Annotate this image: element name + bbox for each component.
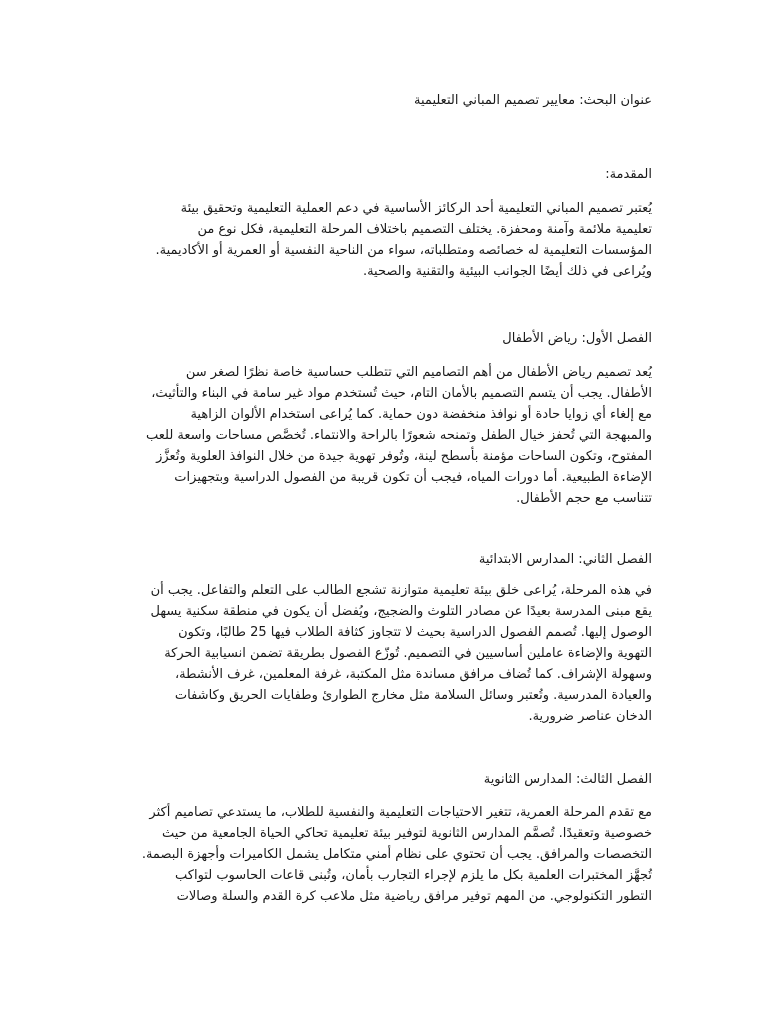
paragraph-line: يُعد تصميم رياض الأطفال من أهم التصاميم التي تتطلب حساسية خاصة نظرًا لصغر سن [185, 365, 652, 380]
section-heading-kindergarten: الفصل الأول: رياض الأطفال [502, 331, 652, 346]
section-heading-primary-schools: الفصل الثاني: المدارس الابتدائية [478, 552, 652, 567]
section-paragraph-introduction [112, 198, 652, 282]
document-title: عنوان البحث: معايير تصميم المباني التعليمية [414, 93, 652, 108]
paragraph-line: الإضاءة الطبيعية. أما دورات المياه، فيجب أن تكون قريبة من الفصول الدراسية وبتجهيزات [174, 470, 652, 485]
paragraph-line: ويُراعى في ذلك أيضًا الجوانب البيئية والتقنية والصحية. [362, 264, 652, 279]
paragraph-line: والمبهجة التي تُحفز خيال الطفل وتمنحه شعورًا بالراحة والانتماء. تُخصَّص مساحات واسعة للعب [146, 428, 652, 443]
paragraph-line: الأطفال. يجب أن يتسم التصميم بالأمان التام، حيث تُستخدم مواد غير سامة في البناء والتأثيث، [151, 386, 652, 401]
paragraph-line: تُجهَّز المختبرات العلمية بكل ما يلزم لإجراء التجارب بأمان، وتُبنى قاعات الحاسوب لتواكب [175, 868, 652, 883]
paragraph-line: والعيادة المدرسية. وتُعتبر وسائل السلامة مثل مخارج الطوارئ وطفايات الحريق وكاشفات [174, 688, 652, 703]
paragraph-line: التخصصات والمرافق. يجب أن تحتوي على نظام أمني متكامل يشمل الكاميرات وأجهزة البصمة. [141, 847, 652, 862]
paragraph-line: التهوية والإضاءة عاملين أساسيين في التصميم. تُوزّع الفصول بطريقة تضمن انسيابية الحركة [164, 646, 652, 661]
section-heading-introduction: المقدمة: [605, 167, 652, 182]
paragraph-line: الدخان عناصر ضرورية. [528, 709, 652, 724]
paragraph-line: تتناسب مع حجم الأطفال. [516, 491, 652, 506]
paragraph-line: التطور التكنولوجي. من المهم توفير مرافق رياضية مثل ملاعب كرة القدم والسلة وصالات [176, 889, 652, 904]
paragraph-line: في هذه المرحلة، يُراعى خلق بيئة تعليمية متوازنة تشجع الطالب على التعلم والتفاعل. يجب أن [150, 583, 652, 598]
paragraph-line: وسهولة الإشراف. كما تُضاف مرافق مساندة مثل المكتبة، غرفة المعلمين، غرف الأنشطة، [174, 667, 652, 682]
section-paragraph-secondary-schools [112, 802, 652, 907]
paragraph-line: تعليمية ملائمة وآمنة ومحفزة. يختلف التصميم باختلاف المرحلة التعليمية، فكل نوع من [197, 222, 652, 237]
paragraph-line: يُعتبر تصميم المباني التعليمية أحد الركائز الأساسية في دعم العملية التعليمية وتحقيق بيئة [180, 201, 652, 216]
paragraph-line: خصوصية وتعقيدًا. تُصمَّم المدارس الثانوية لتوفير بيئة تعليمية تحاكي الحياة الجامعية من حيث [161, 826, 652, 841]
paragraph-line: المفتوح، وتكون الساحات مؤمنة بأسطح لينة، وتُوفر تهوية جيدة من خلال النوافذ العلوية وتُعزَّز [156, 449, 652, 464]
paragraph-line: يقع مبنى المدرسة بعيدًا عن مصادر التلوث والضجيج، ويُفضل أن يكون في منطقة سكنية يسهل [150, 604, 652, 619]
section-paragraph-kindergarten [112, 362, 652, 509]
section-heading-secondary-schools: الفصل الثالث: المدارس الثانوية [483, 772, 652, 787]
paragraph-line: مع تقدم المرحلة العمرية، تتغير الاحتياجات التعليمية والنفسية للطلاب، ما يستدعي تصاميم أكثر [149, 805, 652, 820]
paragraph-line: الوصول إليها. تُصمم الفصول الدراسية بحيث لا تتجاوز كثافة الطلاب فيها 25 طالبًا، وتكون [178, 625, 652, 640]
paragraph-line: مع إلغاء أي زوايا حادة أو نوافذ منخفضة دون حماية. كما يُراعى استخدام الألوان الزاهية [190, 407, 652, 422]
section-paragraph-primary-schools [112, 580, 652, 727]
document-page [112, 0, 652, 1024]
paragraph-line: المؤسسات التعليمية له خصائصه ومتطلباته، سواء من الناحية النفسية أو العمرية أو الأكاديمية. [155, 243, 652, 258]
